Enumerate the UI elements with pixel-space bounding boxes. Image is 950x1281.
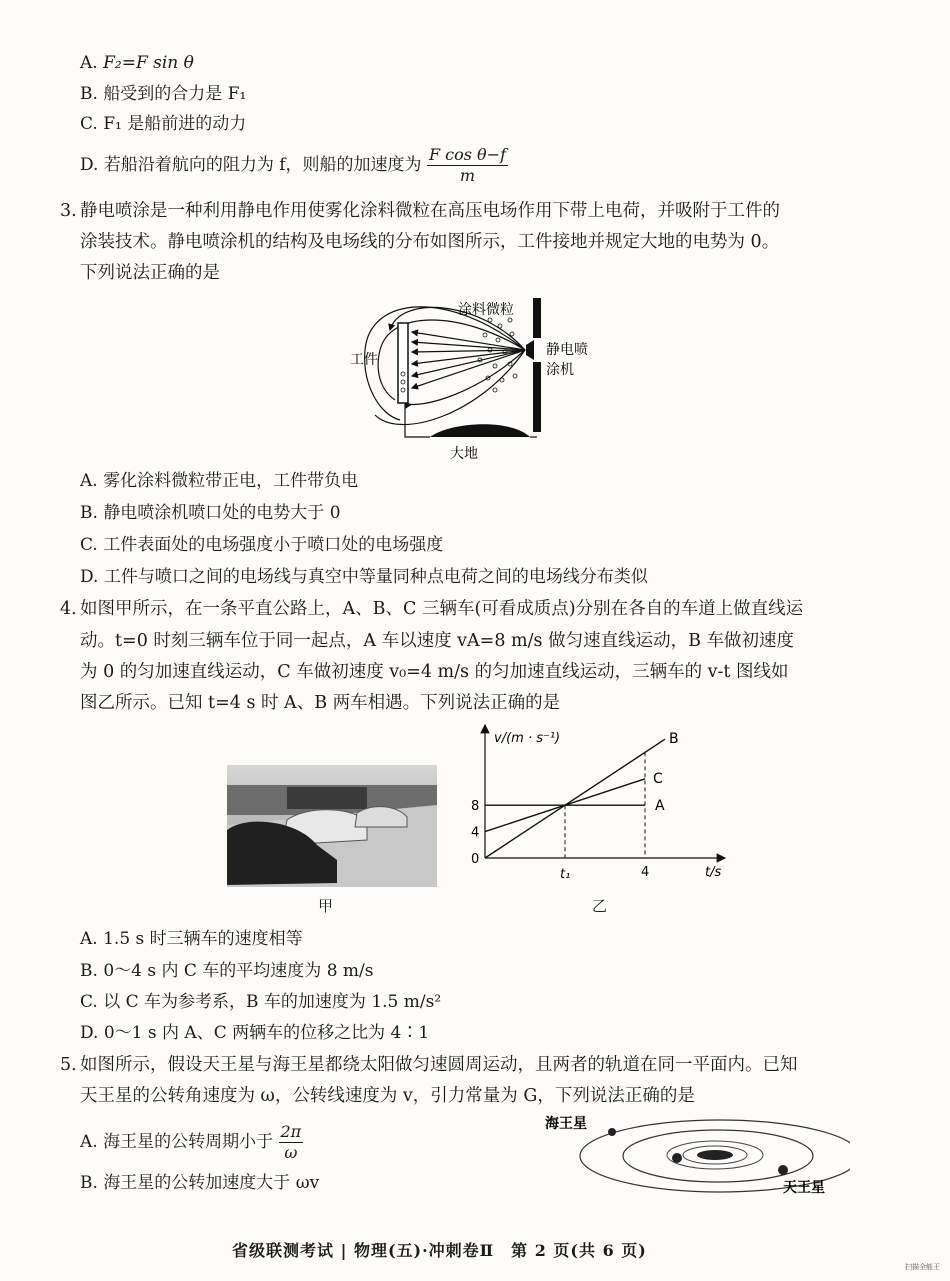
- series-label-b: B: [669, 731, 679, 748]
- q4-option-a: A. 1.5 s 时三辆车的速度相等: [80, 929, 303, 949]
- acceleration-fraction: $\frac{\text{F cos θ−f}}{m}$: [428, 145, 506, 185]
- q4-stem-line-1: 如图甲所示，在一条平直公路上，A、B、C 三辆车(可看成质点)分别在各自的车道上做直线运: [80, 599, 804, 619]
- road-photo: [227, 765, 437, 887]
- q5-stem-line-1: 如图所示，假设天王星与海王星都绕太阳做匀速圆周运动，且两者的轨道在同一平面内。已知: [80, 1055, 798, 1075]
- q3-stem-line-1: 静电喷涂是一种利用静电作用使雾化涂料微粒在高压电场作用下带上电荷，并吸附于工件的: [80, 201, 780, 221]
- prev-option-d: D. 若船沿着航向的阻力为 f，则船的加速度为 $\frac{\text{F cos θ−f}}{m}$: [80, 145, 506, 185]
- x-tick-t1: t₁: [560, 867, 571, 882]
- q3-stem-line-2: 涂装技术。静电喷涂机的结构及电场线的分布如图所示，工件接地并规定大地的电势为 0。: [80, 232, 780, 252]
- uranus: [778, 1165, 788, 1175]
- x-axis-label: t/s: [705, 865, 722, 880]
- q3-option-c: C. 工件表面处的电场强度小于喷口处的电场强度: [80, 535, 444, 555]
- prev-option-c: C. F₁ 是船前进的动力: [80, 114, 247, 134]
- q3-number: 3.: [60, 201, 77, 221]
- label-sprayer-2: 涂机: [546, 362, 574, 378]
- q5-option-b: B. 海王星的公转加速度大于 ωv: [80, 1173, 320, 1193]
- graph-caption: 乙: [592, 897, 608, 915]
- series-label-a: A: [655, 798, 665, 815]
- q3-option-b: B. 静电喷涂机喷口处的电势大于 0: [80, 503, 341, 523]
- neptune: [608, 1128, 616, 1136]
- q3-option-a: A. 雾化涂料微粒带正电，工件带负电: [80, 471, 359, 491]
- q4-option-d: D. 0～1 s 内 A、C 两辆车的位移之比为 4∶1: [80, 1023, 430, 1043]
- sprayer-plate-top: [533, 298, 541, 338]
- q5-option-a: A. 海王星的公转周期小于 $\frac{2\pi}{\omega}$: [80, 1122, 302, 1162]
- q4-stem-line-4: 图乙所示。已知 t=4 s 时 A、B 两车相遇。下列说法正确的是: [80, 693, 561, 713]
- y-tick-8: 8: [471, 799, 480, 815]
- label-sprayer-1: 静电喷: [546, 342, 588, 358]
- photo-caption: 甲: [318, 897, 334, 915]
- x-tick-4: 4: [641, 865, 650, 880]
- series-label-c: C: [653, 770, 663, 787]
- q5-number: 5.: [60, 1055, 77, 1075]
- label-particles: 涂料微粒: [458, 302, 514, 318]
- period-fraction: $\frac{2\pi}{\omega}$: [280, 1122, 302, 1162]
- series-line-b: [485, 739, 665, 858]
- sun: [697, 1150, 733, 1160]
- label-ground: 大地: [450, 446, 478, 462]
- sprayer-plate-bottom: [533, 362, 541, 432]
- label-neptune: 海王星: [545, 1116, 587, 1132]
- orbit-figure: [540, 1108, 850, 1200]
- y-axis-label: v/(m · s⁻¹): [494, 731, 561, 746]
- q5-stem-line-2: 天王星的公转角速度为 ω，公转线速度为 v，引力常量为 G，下列说法正确的是: [80, 1086, 695, 1106]
- electrostatic-spray-figure: [340, 290, 620, 465]
- label-uranus: 天王星: [783, 1180, 825, 1196]
- spray-nozzle: [526, 340, 534, 360]
- prev-option-b: B. 船受到的合力是 F₁: [80, 84, 247, 104]
- y-tick-4: 4: [471, 825, 480, 841]
- ground-mound: [430, 424, 530, 437]
- q4-stem-line-3: 为 0 的匀加速直线运动，C 车做初速度 v₀=4 m/s 的匀加速直线运动，三辆车的 v-t 图线如: [80, 662, 789, 682]
- label-workpiece: 工件: [350, 352, 378, 368]
- scanner-watermark: 扫描全能王: [905, 1263, 940, 1271]
- q3-stem-line-3: 下列说法正确的是: [80, 263, 220, 283]
- page-footer: 省级联测考试 | 物理(五)·冲刺卷Ⅱ 第 2 页(共 6 页): [232, 1241, 647, 1260]
- inner-planet: [672, 1153, 682, 1163]
- truck: [287, 787, 367, 809]
- q4-number: 4.: [60, 599, 77, 619]
- q4-option-b: B. 0～4 s 内 C 车的平均速度为 8 m/s: [80, 961, 374, 981]
- prev-option-a: A. F₂=F sin θ: [80, 53, 194, 73]
- y-tick-0: 0: [471, 852, 480, 867]
- q4-stem-line-2: 动。t=0 时刻三辆车位于同一起点，A 车以速度 vA=8 m/s 做匀速直线运动，B 车做初速度: [80, 631, 794, 651]
- vt-graph: [460, 720, 740, 890]
- workpiece: [398, 323, 408, 403]
- q3-option-d: D. 工件与喷口之间的电场线与真空中等量同种点电荷之间的电场线分布类似: [80, 567, 648, 587]
- q4-option-c: C. 以 C 车为参考系，B 车的加速度为 1.5 m/s²: [80, 992, 442, 1012]
